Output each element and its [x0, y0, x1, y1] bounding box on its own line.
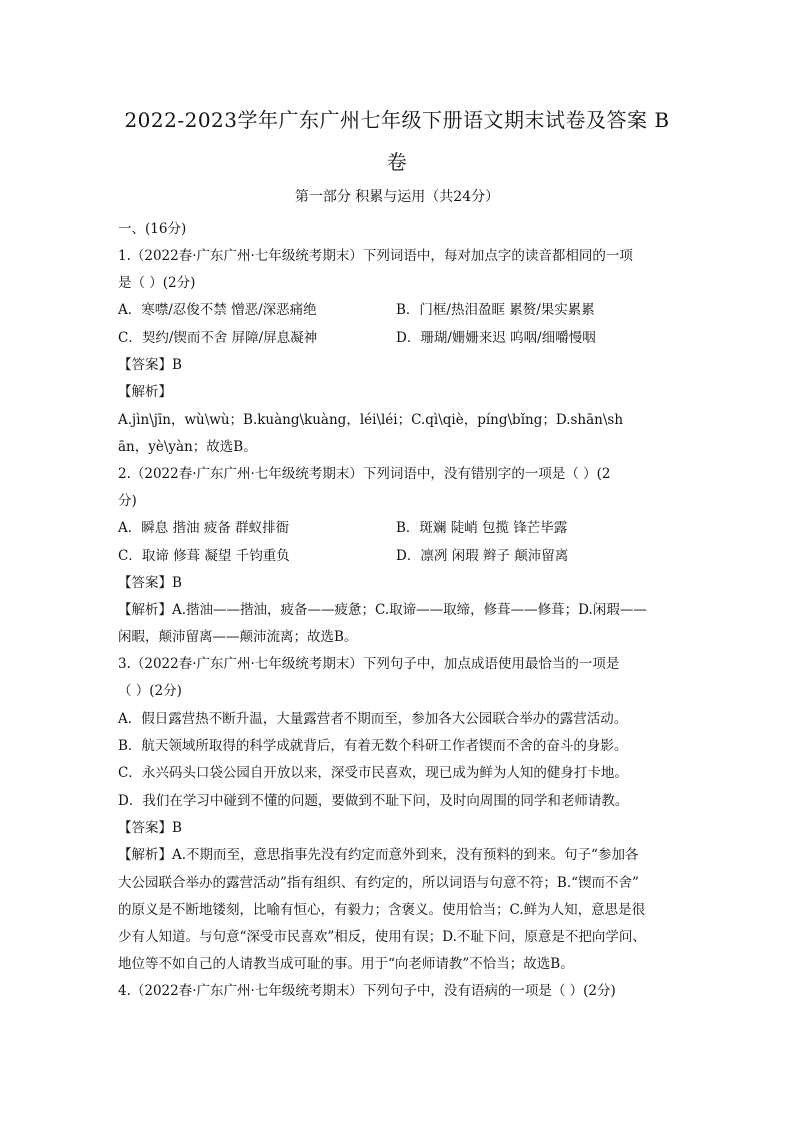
document-title: 2022-2023学年广东广州七年级下册语文期末试卷及答案 B	[124, 108, 670, 132]
q2-option-a: A．瞬息 揩油 疲备 群蚁排衙	[118, 520, 290, 536]
q2-option-c: C．取谛 修葺 凝望 千钧重负	[118, 548, 290, 564]
q1-option-d: D．珊瑚/姗姗来迟 呜咽/细嚼慢咽	[396, 330, 596, 346]
q1-analysis-label: 【解析】	[118, 384, 172, 400]
q2-analysis-continued: 闲暇，颠沛留离——颠沛流离；故选B。	[118, 629, 358, 645]
q2-analysis: 【解析】A.揩油——揩油，疲备——疲惫；C.取谛——取缔，修葺——修葺；D.闲瑕——	[118, 602, 647, 618]
part-one-header: 一、(16分)	[118, 221, 187, 237]
q2-stem: 2.（2022春·广东广州·七年级统考期末）下列词语中，没有错别字的一项是（ ）(2	[118, 466, 611, 482]
q1-option-b: B．门框/热泪盈眶 累赘/果实累累	[396, 302, 595, 318]
q3-stem: 3.（2022春·广东广州·七年级统考期末）下列句子中，加点成语使用最恰当的一项是	[118, 656, 620, 672]
q3-option-b: B．航天领域所取得的科学成就背后，有着无数个科研工作者锲而不舍的奋斗的身影。	[118, 738, 628, 754]
q4-stem: 4.（2022春·广东广州·七年级统考期末）下列句子中，没有语病的一项是（ ）(2分)	[118, 983, 616, 999]
q3-analysis-continued-1: 大公园联合举办的露营活动”指有组织、有约定的，所以词语与句意不符；B.“锲而不舍”	[118, 875, 639, 891]
q3-option-d: D．我们在学习中碰到不懂的问题，要做到不耻下问，及时向周围的同学和老师请教。	[118, 793, 629, 809]
q3-analysis-continued-3: 少有人知道。与句意“深受市民喜欢”相反，使用有误；D.不耻下问，原意是不把向学问、	[118, 929, 646, 945]
q3-analysis-continued-4: 地位等不如自己的人请教当成可耻的事。用于“向老师请教”不恰当；故选B。	[118, 956, 574, 972]
q3-analysis: 【解析】A.不期而至，意思指事先没有约定而意外到来，没有预料的到来。句子“参加各	[118, 847, 639, 863]
q1-stem: 1.（2022春·广东广州·七年级统考期末）下列词语中，每对加点字的读音都相同的一项	[118, 248, 633, 264]
q2-option-b: B．斑斓 陡峭 包揽 锋芒毕露	[396, 520, 568, 536]
q3-stem-continued: （ ）(2分)	[118, 683, 182, 699]
q1-analysis: A.jìn\jīn，wù\wù；B.kuàng\kuàng，léi\léi；C.qì\qiè，píng\bǐng；D.shān\sh	[118, 412, 624, 428]
q1-stem-continued: 是（ ）(2分)	[118, 275, 196, 291]
q3-option-a: A．假日露营热不断升温，大量露营者不期而至，参加各大公园联合举办的露营活动。	[118, 711, 628, 727]
section-title: 第一部分 积累与运用（共24分）	[294, 189, 500, 205]
q1-answer: 【答案】B	[118, 357, 182, 373]
q2-stem-continued: 分)	[118, 493, 137, 509]
q2-answer: 【答案】B	[118, 575, 182, 591]
q1-option-a: A．寒噤/忍俊不禁 憎恶/深恶痛绝	[118, 302, 317, 318]
q2-option-d: D．凛冽 闲瑕 辫子 颠沛留离	[396, 548, 569, 564]
q3-analysis-continued-2: 的原义是不断地镂刻，比喻有恒心，有毅力；含褒义。使用恰当；C.鲜为人知，意思是很	[118, 902, 646, 918]
q3-answer: 【答案】B	[118, 820, 182, 836]
q3-option-c: C．永兴码头口袋公园自开放以来，深受市民喜欢，现已成为鲜为人知的健身打卡地。	[118, 765, 628, 781]
q1-analysis-continued: ān，yè\yàn；故选B。	[118, 439, 257, 455]
document-title-continued: 卷	[386, 150, 408, 174]
q1-option-c: C．契约/锲而不舍 屏障/屏息凝神	[118, 330, 318, 346]
